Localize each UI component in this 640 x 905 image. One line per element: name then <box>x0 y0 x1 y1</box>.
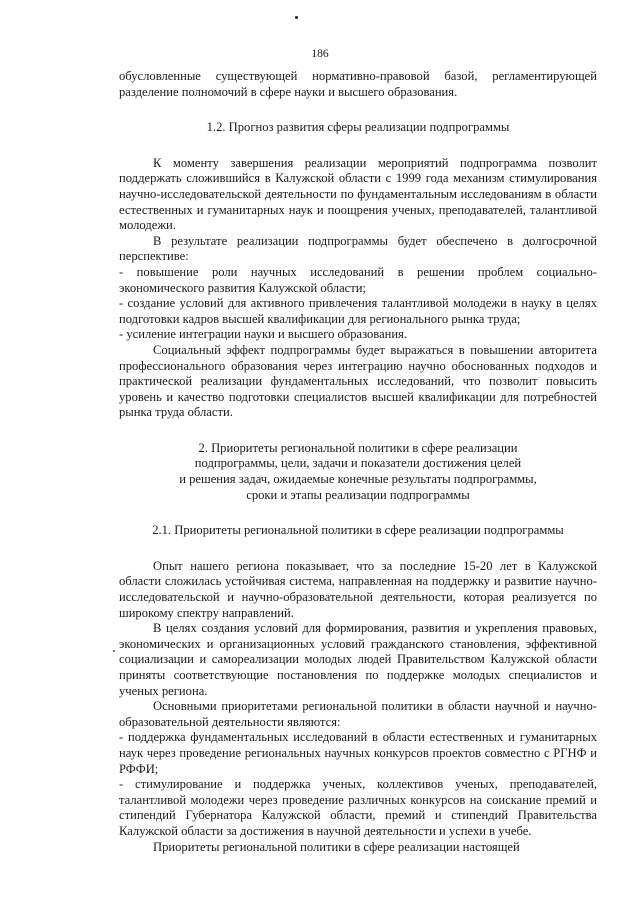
section-heading-line: подпрограммы, цели, задачи и показатели достижения целей <box>194 456 522 471</box>
paragraph: Приоритеты региональной политики в сфере реализации настоящей <box>153 839 520 854</box>
section-heading-line: сроки и этапы реализации подпрограммы <box>246 487 470 502</box>
page-number: 186 <box>311 48 329 60</box>
list-item: - повышение роли научных исследований в решении проблем социально-экономического развития Калужской области; <box>119 264 597 295</box>
margin-mark <box>113 650 115 652</box>
list-item: - усиление интеграции науки и высшего образования. <box>119 327 408 342</box>
section-heading-line: и решения задач, ожидаемые конечные результаты подпрограммы, <box>179 472 537 487</box>
paragraph: Опыт нашего региона показывает, что за последние 15-20 лет в Калужской области сложилась устойчивая система, направленная на поддержку и развитие научно-исследовательской и научно-образовательной деятельности, которая реализуется по широкому спектру направлений. <box>119 558 597 620</box>
scan-speck <box>295 16 298 19</box>
list-item: - стимулирование и поддержка ученых, коллективов ученых, преподавателей, талантливой молодежи через проведение различных конкурсов на соискание премий и стипендий Губернатора Калужской области, премий и стипендий Правительства Калужской области за достижения в научной деятельности и успехи в учебе. <box>119 777 597 838</box>
paragraph: Основными приоритетами региональной политики в области научной и научно-образовательной деятельности являются: <box>119 699 597 729</box>
paragraph: Социальный эффект подпрограммы будет выражаться в повышении авторитета профессионального образования через интеграцию научно обоснованных подходов и практической реализации фундаментальных исследований, что позволит повысить уровень и качество подготовки специалистов высшей квалификации для потребностей рынка труда области. <box>119 342 597 420</box>
section-heading: 1.2. Прогноз развития сферы реализации подпрограммы <box>206 120 510 135</box>
section-heading-line: 2. Приоритеты региональной политики в сфере реализации <box>198 440 518 455</box>
subsection-heading: 2.1. Приоритеты региональной политики в сфере реализации подпрограммы <box>152 523 564 538</box>
paragraph: К моменту завершения реализации мероприятий подпрограмма позволит поддержать сложившийся в Калужской области с 1999 года механизм стимулирования научно-исследовательской деятельности по фундаментальным исследованиям в области естественных и гуманитарных наук и поощрения ученых, преподавателей, талантливой молодежи. <box>119 155 597 233</box>
paragraph: В результате реализации подпрограммы будет обеспечено в долгосрочной перспективе: <box>119 233 597 264</box>
list-item: - поддержка фундаментальных исследований в области естественных и гуманитарных наук через проведение региональных научных конкурсов проектов совместно с РГНФ и РФФИ; <box>119 730 597 776</box>
paragraph: В целях создания условий для формирования, развития и укрепления правовых, экономических и организационных условий гражданского становления, эффективной социализации и самореализации молодых людей Правительством Калужской области приняты соответствующие постановления по поддержке молодых специалистов и ученых региона. <box>119 621 597 698</box>
list-item: - создание условий для активного привлечения талантливой молодежи в науку в целях подготовки кадров высшей квалификации для регионального рынка труда; <box>119 296 597 326</box>
paragraph: обусловленные существующей нормативно-правовой базой, регламентирующей разделение полномочий в сфере науки и высшего образования. <box>119 69 597 99</box>
document-body <box>119 69 597 855</box>
